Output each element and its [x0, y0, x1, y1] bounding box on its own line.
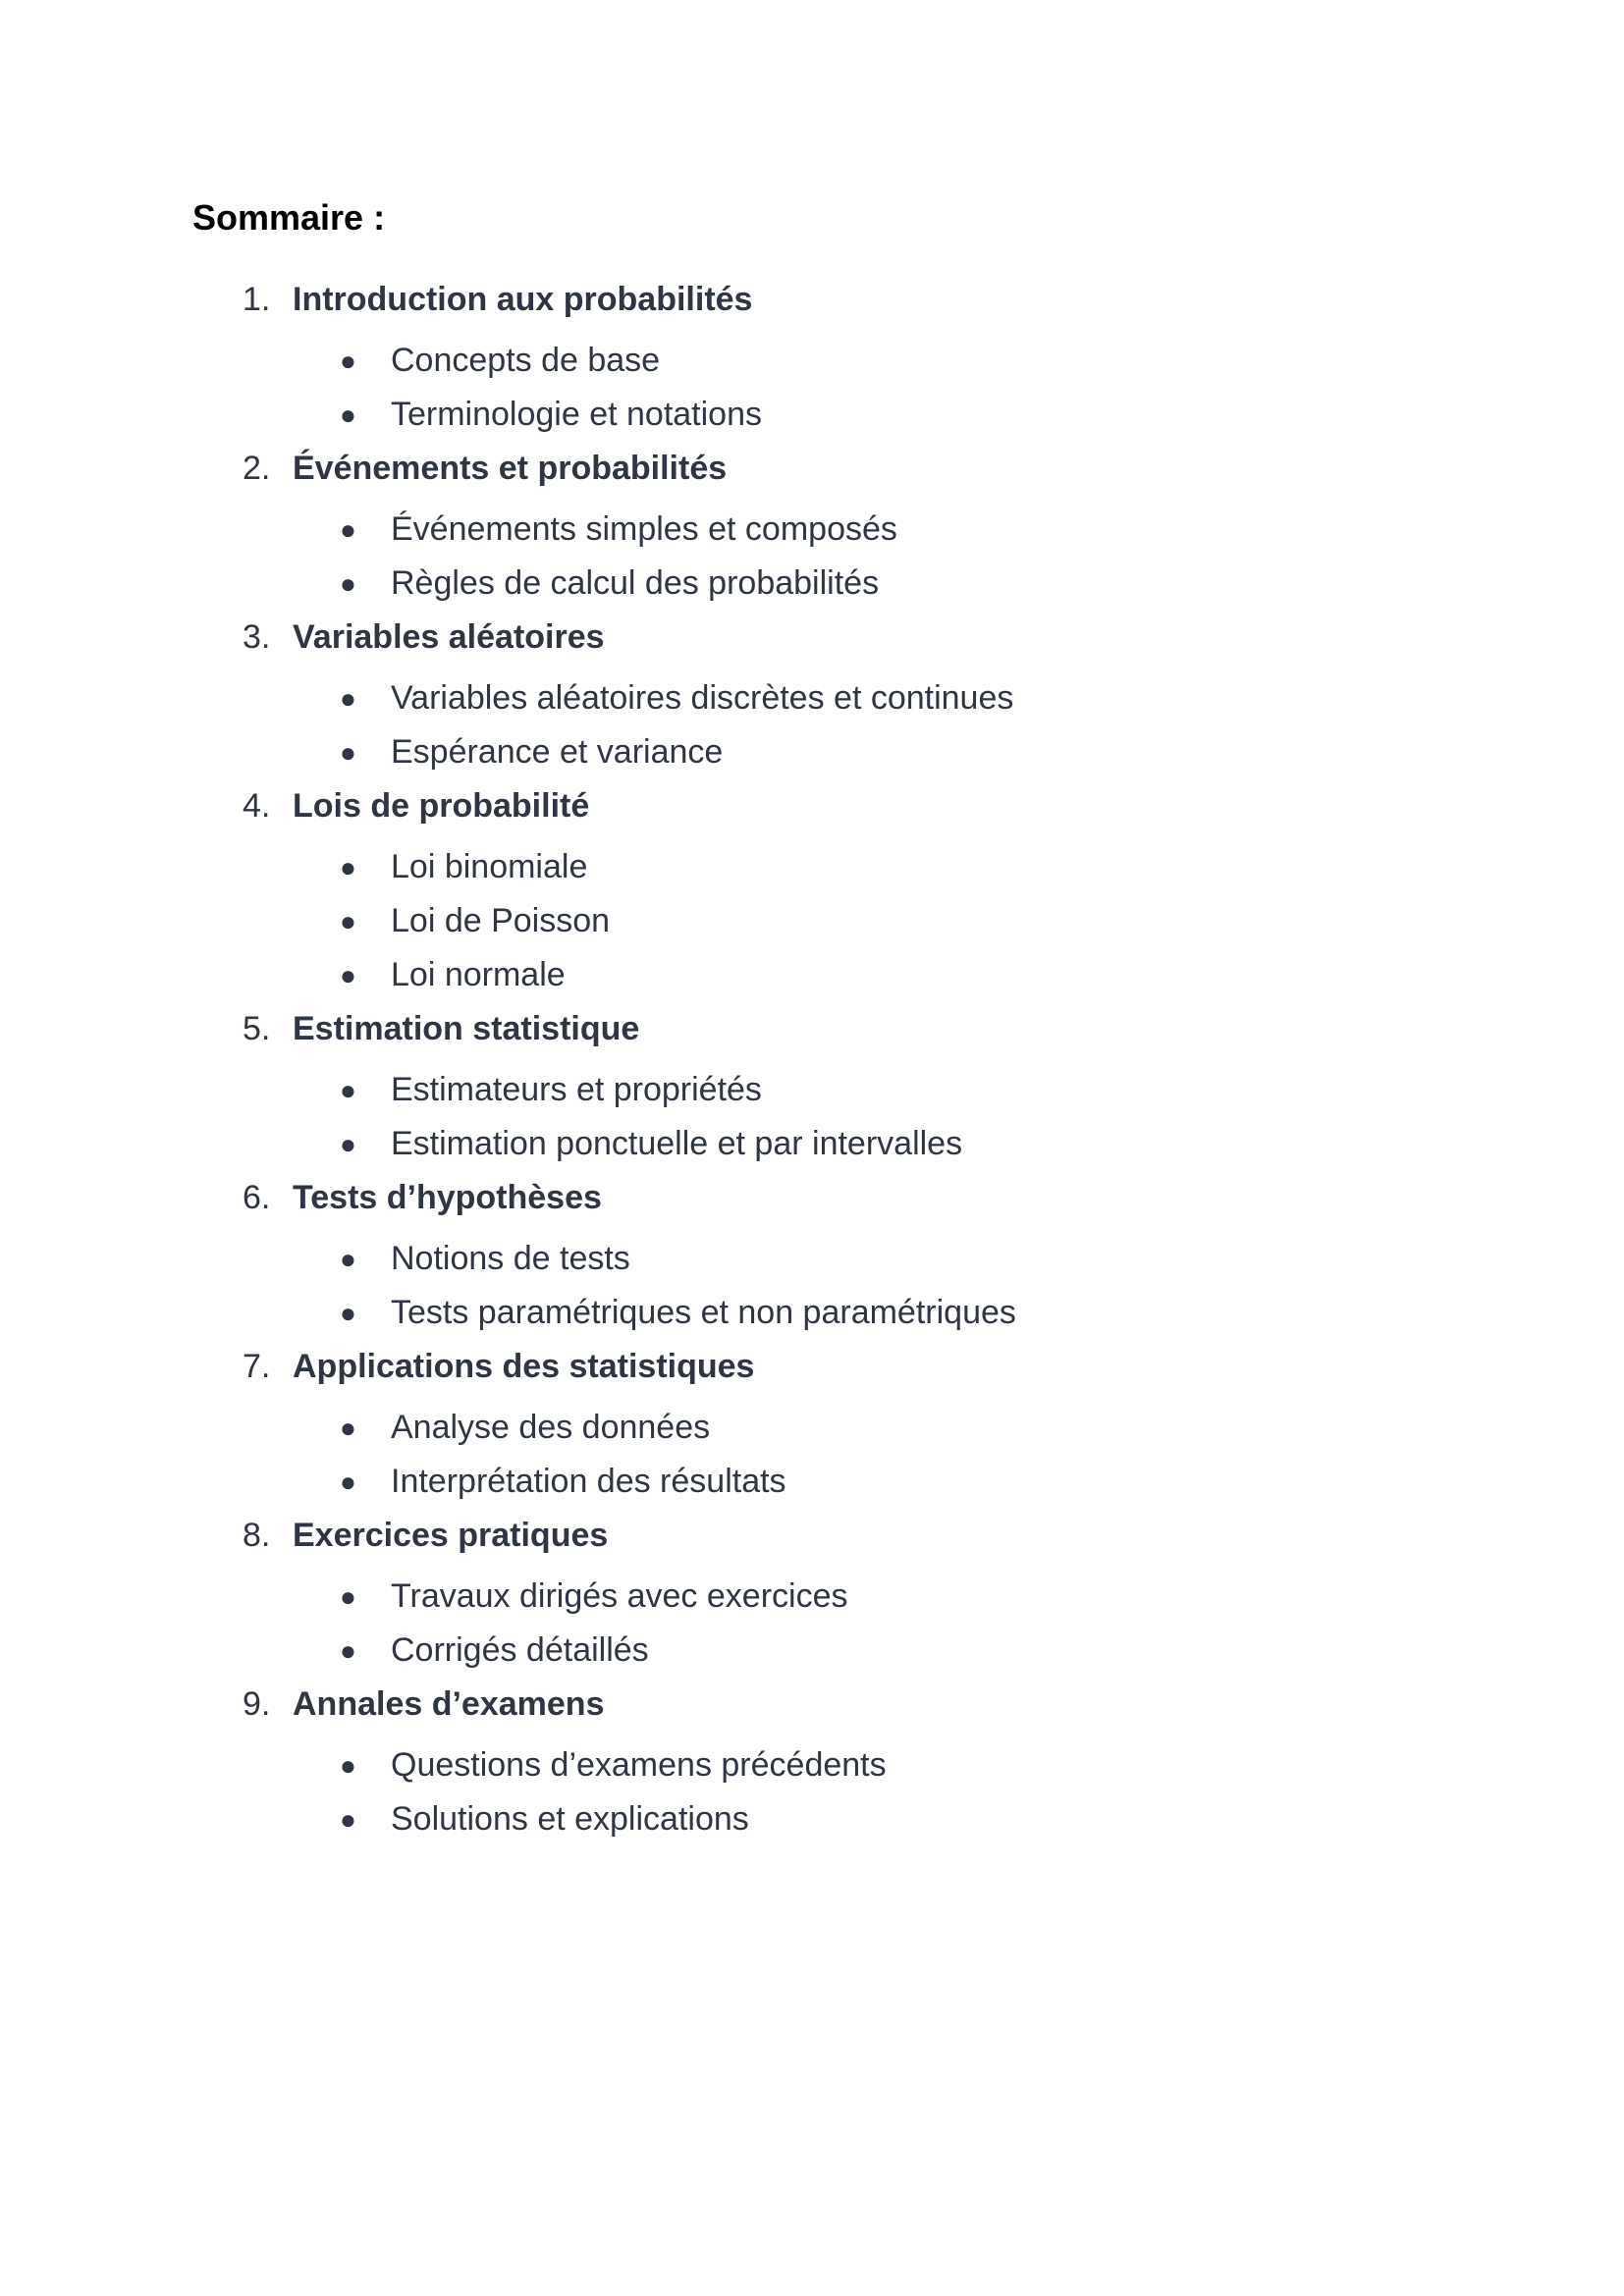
- bullet-icon: ●: [340, 1129, 356, 1159]
- bullet-icon: ●: [340, 1750, 356, 1781]
- subsection-label: Tests paramétriques et non paramétriques: [391, 1294, 1016, 1331]
- section-heading: [0, 1171, 1624, 1224]
- bullet-icon: ●: [340, 514, 356, 545]
- subsection-item: [0, 503, 1624, 557]
- subsection-label: Estimateurs et propriétés: [391, 1071, 762, 1108]
- subsection-item: [0, 557, 1624, 611]
- subsection-list: [0, 1738, 1624, 1846]
- toc-section: [0, 1678, 1624, 1846]
- section-number: 5.: [243, 1010, 271, 1047]
- section-title: Annales d’examens: [293, 1685, 605, 1723]
- section-heading: [0, 273, 1624, 326]
- section-number: 9.: [243, 1685, 271, 1723]
- subsection-list: [0, 1401, 1624, 1509]
- section-title: Événements et probabilités: [293, 450, 728, 487]
- subsection-label: Règles de calcul des probabilités: [391, 564, 880, 602]
- section-heading: [0, 611, 1624, 664]
- subsection-item: [0, 1117, 1624, 1171]
- section-heading: [0, 1678, 1624, 1731]
- section-number: 4.: [243, 787, 271, 825]
- section-title: Introduction aux probabilités: [293, 281, 753, 318]
- subsection-list: [0, 1232, 1624, 1340]
- bullet-icon: ●: [340, 568, 356, 599]
- subsection-item: [0, 1401, 1624, 1455]
- section-title: Lois de probabilité: [293, 787, 590, 825]
- subsection-item: [0, 1455, 1624, 1509]
- table-of-contents: [0, 273, 1624, 1846]
- bullet-icon: ●: [340, 1413, 356, 1443]
- subsection-item: [0, 388, 1624, 442]
- subsection-label: Interprétation des résultats: [391, 1463, 786, 1500]
- subsection-label: Questions d’examens précédents: [391, 1746, 887, 1784]
- bullet-icon: ●: [340, 1075, 356, 1105]
- section-number: 3.: [243, 618, 271, 656]
- subsection-list: [0, 334, 1624, 442]
- page-title: Sommaire :: [192, 197, 386, 238]
- bullet-icon: ●: [340, 960, 356, 990]
- bullet-icon: ●: [340, 737, 356, 768]
- section-heading: [0, 1509, 1624, 1562]
- section-title: Estimation statistique: [293, 1010, 640, 1047]
- toc-section: [0, 273, 1624, 442]
- subsection-item: [0, 1792, 1624, 1846]
- section-number: 1.: [243, 281, 271, 318]
- bullet-icon: ●: [340, 1581, 356, 1612]
- subsection-label: Corrigés détaillés: [391, 1631, 649, 1669]
- subsection-label: Analyse des données: [391, 1409, 711, 1446]
- subsection-label: Espérance et variance: [391, 733, 724, 771]
- subsection-item: [0, 840, 1624, 894]
- subsection-label: Estimation ponctuelle et par intervalles: [391, 1125, 963, 1162]
- subsection-item: [0, 725, 1624, 779]
- bullet-icon: ●: [340, 1298, 356, 1328]
- subsection-item: [0, 948, 1624, 1002]
- section-heading: [0, 442, 1624, 495]
- subsection-list: [0, 671, 1624, 779]
- bullet-icon: ●: [340, 400, 356, 430]
- subsection-list: [0, 1570, 1624, 1678]
- section-title: Variables aléatoires: [293, 618, 605, 656]
- toc-section: [0, 442, 1624, 611]
- bullet-icon: ●: [340, 906, 356, 936]
- subsection-label: Travaux dirigés avec exercices: [391, 1577, 848, 1615]
- section-heading: [0, 779, 1624, 832]
- bullet-icon: ●: [340, 1635, 356, 1666]
- toc-section: [0, 779, 1624, 1002]
- subsection-item: [0, 1570, 1624, 1624]
- section-number: 7.: [243, 1348, 271, 1385]
- subsection-label: Loi binomiale: [391, 848, 588, 885]
- toc-section: [0, 1171, 1624, 1340]
- subsection-item: [0, 1232, 1624, 1286]
- section-number: 6.: [243, 1179, 271, 1216]
- bullet-icon: ●: [340, 683, 356, 714]
- toc-section: [0, 1509, 1624, 1678]
- subsection-label: Variables aléatoires discrètes et continues: [391, 679, 1014, 717]
- subsection-label: Événements simples et composés: [391, 510, 897, 548]
- subsection-label: Concepts de base: [391, 342, 661, 379]
- bullet-icon: ●: [340, 1467, 356, 1497]
- subsection-item: [0, 671, 1624, 725]
- subsection-list: [0, 840, 1624, 1002]
- section-title: Applications des statistiques: [293, 1348, 755, 1385]
- bullet-icon: ●: [340, 852, 356, 882]
- toc-section: [0, 1340, 1624, 1509]
- section-heading: [0, 1002, 1624, 1055]
- bullet-icon: ●: [340, 346, 356, 376]
- subsection-label: Terminologie et notations: [391, 396, 763, 433]
- bullet-icon: ●: [340, 1804, 356, 1835]
- section-title: Exercices pratiques: [293, 1517, 609, 1554]
- subsection-item: [0, 1624, 1624, 1678]
- section-title: Tests d’hypothèses: [293, 1179, 602, 1216]
- subsection-label: Notions de tests: [391, 1240, 630, 1277]
- subsection-item: [0, 1286, 1624, 1340]
- subsection-item: [0, 334, 1624, 388]
- subsection-label: Loi normale: [391, 956, 566, 993]
- toc-section: [0, 1002, 1624, 1171]
- section-heading: [0, 1340, 1624, 1393]
- subsection-label: Loi de Poisson: [391, 902, 611, 939]
- section-number: 8.: [243, 1517, 271, 1554]
- subsection-list: [0, 1063, 1624, 1171]
- bullet-icon: ●: [340, 1244, 356, 1274]
- subsection-list: [0, 503, 1624, 611]
- subsection-label: Solutions et explications: [391, 1800, 749, 1838]
- subsection-item: [0, 1063, 1624, 1117]
- toc-section: [0, 611, 1624, 779]
- section-number: 2.: [243, 450, 271, 487]
- subsection-item: [0, 894, 1624, 948]
- subsection-item: [0, 1738, 1624, 1792]
